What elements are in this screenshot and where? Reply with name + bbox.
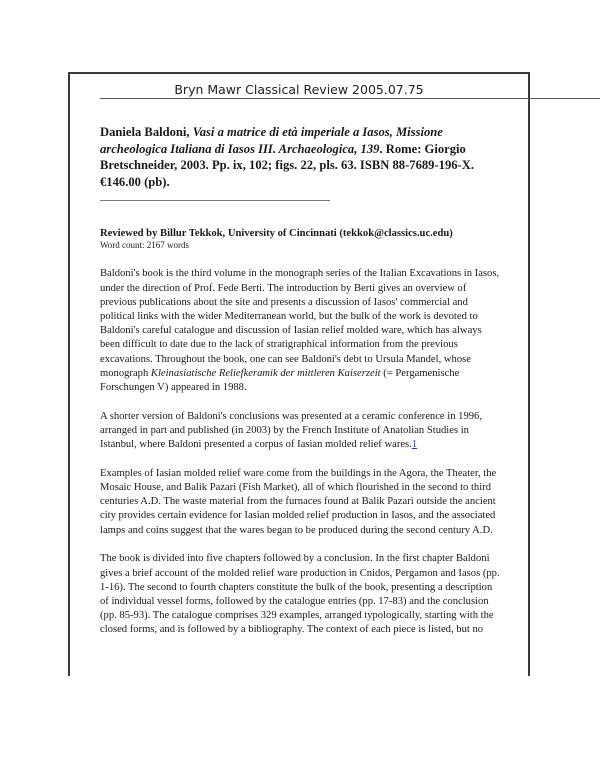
reviewer-line: Reviewed by Billur Tekkok, University of Cincinnati (tekkok@classics.uc.edu) [100,228,453,240]
journal-header-title: Bryn Mawr Classical Review 2005.07.75 [174,82,424,97]
citation-divider [100,200,330,201]
paragraph-1-tail: (= Pergamenische Forschungen V) appeared in 1988. [100,367,460,393]
monograph-title: Kleinasiatische Reliefkeramik der mittleren Kaiserzeit [150,367,381,379]
citation-title: Vasi a matrice di età imperiale a Iasos, Missione archeologica Italiana di Iasos III. Archaeologica, 139 [100,125,443,156]
paragraph-3: Examples of Iasian molded relief ware come from the buildings in the Agora, the Theater, the Mosaic House, and Balik Pazari (Fish Market), all of which flourished in the second to third centuries A.D. The waste material from the furnaces found at Balik Pazari outside the ancient city provides certain evidence for Iasian molded relief production in Iasos, and the associated lamps and coins suggest that the wares began to be produced during the second century A.D. [100,467,497,536]
header-divider [100,98,600,99]
word-count: Word count: 2167 words [100,240,190,251]
paragraph-1 [100,267,500,395]
citation-details: . Rome: Giorgio Bretschneider, 2003. Pp. ix, 102; figs. 22, pls. 63. ISBN 88-7689-196-X. €146.00 (pb). [100,141,474,189]
paragraph-1-text: Baldoni's book is the third volume in the monograph series of the Italian Excavations in Iasos, under the direction of Prof. Fede Berti. The introduction by Berti gives an overview of previous publications about the site and presents a discussion of Iasos' commercial and political links with the wider Mediterranean world, but the bulk of the work is devoted to Baldoni's careful catalogue and discussion of Iasian relief molded ware, which has always been difficult to date due to the lack of stratigraphical information from the previous excavations. Throughout the book, one can see Baldoni's debt to Ursula Mandel, whose monograph [100,268,500,379]
review-content [100,124,500,652]
citation-author: Daniela Baldoni, [100,125,193,139]
paragraph-4: The book is divided into five chapters followed by a conclusion. In the first chapter Baldoni gives a brief account of the molded relief ware production in Cnidos, Pergamon and Iasos (pp. 1-16). The second to fourth chapters constitute the bulk of the book, presenting a description of individual vessel forms, followed by the catalogue entries (pp. 17-83) and the conclusion (pp. 85-93). The catalogue comprises 329 examples, arranged typologically, starting with the closed forms, and is followed by a bibliography. The context of each piece is listed, but no [100,553,500,636]
paragraph-2-text: A shorter version of Baldoni's conclusions was presented at a ceramic conference in 1996, arranged in part and published (in 2003) by the French Institute of Anatolian Studies in Istanbul, where Baldoni presented a corpus of Iasian molded relief wares. [100,410,482,451]
paragraph-2 [100,410,500,453]
book-citation [100,124,500,190]
footnote-link[interactable]: 1 [411,439,418,451]
